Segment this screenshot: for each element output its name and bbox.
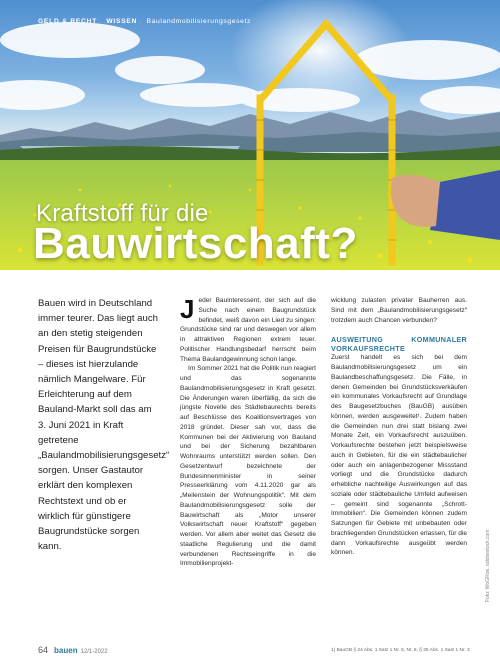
hero-image bbox=[0, 0, 500, 270]
article-paragraph: Zuerst handelt es sich bei dem Baulandmobilisierungsgesetz um ein Baulandbeschaffungsgesetz. Die Fälle, in denen Gemeinden bei Grundstücksverkäufen ein kommunales Vorkaufsrecht auf Grundlage des Baugesetzbuches (BauGB) ausüben können, werden ausgeweitet¹. Zudem haben die Gemeinden nun drei statt bislang zwei Monate Zeit, ein Vorkaufsrecht auszuüben. Vorkaufsrechte bestehen jetzt beispielsweise auch in Gebieten, für die ein städtebaulicher oder auch ein anlagenbezogener Missstand vorliegt und die Grundstücke dadurch erhebliche nachteilige Auswirkungen auf das soziale oder städtebauliche Umfeld aufweisen – gemeint sind sogenannte „Schrott-Immobilien“. Die Gemeinden können zudem Satzungen für Gebiete mit unbebauten oder brachliegenden Grundstücken erlassen, für die dann Vorkaufsrechte ausgeübt werden können. bbox=[331, 354, 467, 557]
breadcrumb-part-3: Baulandmobilisierungsgesetz bbox=[146, 18, 252, 25]
issue-number: 12/1-2022 bbox=[80, 649, 108, 655]
breadcrumb-separator: . bbox=[139, 18, 142, 25]
footnote: 1) BauGB § 24 Abs. 1 Satz 1 Nr. 6, Nr. 8, § 25 Abs. 1 Satz 1 Nr. 3 bbox=[331, 648, 470, 653]
photo-credit: Foto: WoGRoe, adobestock.com bbox=[485, 529, 491, 602]
dropcap: J bbox=[180, 294, 195, 324]
article-paragraph: wicklung zulasten privater Bauherren aus. Sind mit dem „Baulandmobilisierungsgesetz“ trotzdem auch Chancen verbunden? bbox=[331, 297, 467, 324]
page-title: Bauwirtschaft? bbox=[33, 219, 358, 268]
article-paragraph: Im Sommer 2021 hat die Politik nun reagiert und das sogenannte Baulandmobilisierungsgesetz in Kraft gesetzt. Die Änderungen waren überfällig, da sich die jüngste Novelle des Städtebaurechts bereits auf Beschlüsse des Koalitionsvertrages von 2018 gründet. Dieser sah vor, dass die Kommunen bei der Aktivierung von Bauland und bei der Sicherung bezahlbaren Wohnraums unterstützt werden sollen. Den Gesetzentwurf bezeichnete der Bundesinnenminister in seiner Presseerklärung vom 4.11.2020 gar als „Meilenstein der Wohnungspolitik“. Mit dem Baulandmobilisierungsgesetz solle der Bauwirtschaft als „Motor unserer Volkswirtschaft neuer Kraftstoff“ gegeben werden. Vor allem aber weitet das Gesetz die staatliche Regulierung und die damit verbundenen Rechtseingriffe in die Immobilienprojekt- bbox=[180, 365, 316, 568]
article-column-1 bbox=[180, 296, 316, 569]
breadcrumb-part-1: GELD & RECHT bbox=[38, 18, 98, 25]
title-kicker: Kraftstoff für die bbox=[36, 200, 209, 227]
breadcrumb-part-2: WISSEN bbox=[106, 18, 138, 25]
section-heading: AUSWEITUNG KOMMUNALER VORKAUFSRECHTE bbox=[331, 335, 467, 354]
magazine-name: bauen bbox=[54, 646, 78, 655]
article-paragraph: eder Bauinteressent, der sich auf die Suche nach einem Baugrundstück befindet, weiß davon ein Lied zu singen: Grundstücke sind rar und deswegen vor allem in attraktiven Regionen extrem teuer. Politischer Handlungsbedarf herrscht beim Thema Baulandgewinnung schon lange. bbox=[180, 297, 316, 363]
lead-paragraph: Bauen wird in Deutschland immer teurer. Das liegt auch an den stetig steigenden Preisen für Baugrundstücke – dieses ist hierzulande nämlich Mangelware. Für Erleichterung auf dem Bauland-Markt soll das am 3. Juni 2021 in Kraft getretene „Baulandmobilisierungsgesetz“ sorgen. Unser Gastautor erklärt den komplexen Rechtstext und ob er wirklich für günstigere Baugrundstücke sorgen kann. bbox=[38, 298, 170, 553]
page-footer bbox=[38, 645, 108, 655]
page-number: 64 bbox=[38, 645, 49, 655]
article-column-2 bbox=[331, 296, 467, 558]
breadcrumb bbox=[38, 18, 251, 25]
breadcrumb-separator: . bbox=[99, 18, 102, 25]
